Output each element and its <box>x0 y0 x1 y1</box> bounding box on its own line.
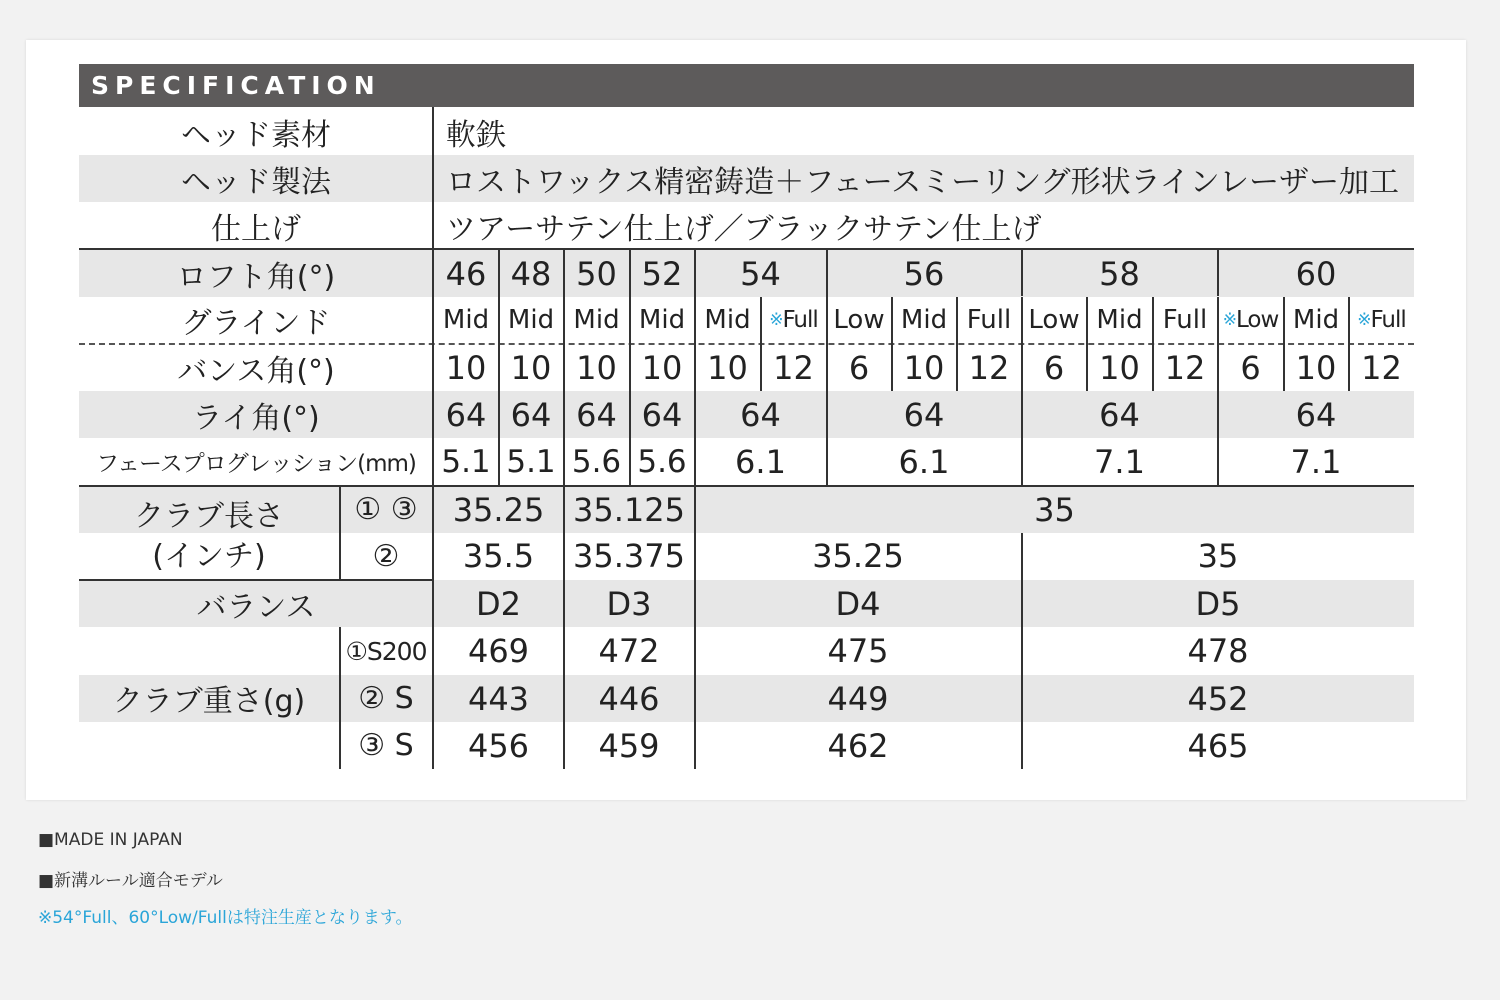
grind-text: Full <box>782 307 818 333</box>
grind-cell <box>892 297 956 343</box>
note-special-order: ※54°Full、60°Low/Fullは特注生産となります。 <box>38 908 413 928</box>
weight-2-cell: 446 <box>598 679 660 718</box>
loft-cell: 56 <box>903 254 945 293</box>
lie-cell: 64 <box>1295 395 1337 434</box>
grind-text: Full <box>1162 305 1208 335</box>
bounce-cell: 10 <box>510 348 552 387</box>
spec-header: SPECIFICATION <box>79 64 1414 107</box>
grind-text: Mid <box>900 305 948 335</box>
bounce-cell: 12 <box>1361 348 1402 387</box>
loft-cell: 46 <box>445 254 487 293</box>
grind-text: Mid <box>704 305 751 335</box>
bounce-cell: 6 <box>848 348 870 387</box>
label-weight-sub-1: ①S200 <box>345 636 427 666</box>
grind-text: Full <box>1370 307 1406 333</box>
face-progression-cell: 7.1 <box>1094 442 1145 481</box>
weight-1-cell: 469 <box>467 632 530 670</box>
label-weight-sub-2: ② S <box>358 681 414 716</box>
balance-cell: D2 <box>476 584 521 623</box>
grind-cell <box>1284 297 1348 343</box>
label-length-sub-13: ① ③ <box>354 492 418 527</box>
balance-cell: D5 <box>1195 584 1241 623</box>
label-face-progression: フェースプログレッション(mm) <box>96 451 416 477</box>
grind-cell <box>1087 297 1152 343</box>
grind-cell <box>1153 297 1217 343</box>
loft-cell: 60 <box>1295 254 1337 293</box>
face-progression-cell: 5.6 <box>637 443 687 480</box>
grind-cell <box>957 297 1021 343</box>
bounce-cell: 10 <box>903 348 945 387</box>
weight-3-cell: 459 <box>598 726 660 765</box>
balance-cell: D4 <box>835 584 881 623</box>
grind-text: Full <box>966 305 1012 335</box>
bounce-cell: 10 <box>1295 348 1337 387</box>
face-progression-cell: 5.1 <box>506 443 556 480</box>
loft-cell: 48 <box>510 254 552 293</box>
weight-2-cell: 443 <box>467 679 530 718</box>
bounce-cell: 10 <box>641 348 683 387</box>
value-finish: ツアーサテン仕上げ／ブラックサテン仕上げ <box>446 211 1042 247</box>
lie-cell: 64 <box>445 395 487 434</box>
face-progression-cell: 5.6 <box>571 443 622 480</box>
label-weight: クラブ重さ(g) <box>112 684 306 719</box>
label-club-length-unit: (インチ) <box>152 539 266 574</box>
label-grind: グラインド <box>181 306 331 341</box>
special-order-mark: ※ <box>1222 310 1236 330</box>
length-2-cell: 35 <box>1197 537 1239 575</box>
grind-cell <box>1218 297 1283 343</box>
value-head-method: ロストワックス精密鋳造＋フェースミーリング形状ラインレーザー加工 <box>446 164 1399 200</box>
weight-2-cell: 449 <box>827 679 889 718</box>
face-progression-cell: 5.1 <box>441 443 491 480</box>
special-order-mark: ※ <box>1357 310 1371 330</box>
loft-cell: 54 <box>740 254 781 293</box>
label-head-method: ヘッド製法 <box>181 164 331 200</box>
weight-2-cell: 452 <box>1187 679 1249 718</box>
loft-cell: 52 <box>641 254 683 293</box>
grind-text: Mid <box>1292 305 1340 335</box>
label-weight-sub-3: ③ S <box>358 728 414 763</box>
bounce-cell: 12 <box>968 348 1010 387</box>
face-progression-cell: 7.1 <box>1290 442 1342 481</box>
grind-text: Mid <box>573 305 620 335</box>
lie-cell: 64 <box>1099 395 1140 434</box>
label-club-length: クラブ長さ <box>134 499 284 534</box>
grind-cell <box>1022 297 1086 343</box>
note-groove-rule: ■新溝ルール適合モデル <box>38 871 223 891</box>
label-balance: バランス <box>196 589 316 625</box>
length-2-cell: 35.25 <box>812 537 904 575</box>
label-length-sub-2: ② <box>372 538 400 574</box>
grind-cell <box>434 297 498 343</box>
grind-cell <box>827 297 891 343</box>
grind-text: Low <box>1235 307 1279 333</box>
note-made-in-japan: ■MADE IN JAPAN <box>38 830 183 850</box>
weight-1-cell: 472 <box>598 632 660 670</box>
bounce-cell: 10 <box>707 348 748 387</box>
length-2-cell: 35.375 <box>573 537 685 575</box>
bounce-cell: 10 <box>445 348 487 387</box>
grind-text: Mid <box>507 305 555 335</box>
special-order-mark: ※ <box>769 310 783 330</box>
grind-text: Low <box>833 305 885 335</box>
grind-text: Low <box>1028 305 1080 335</box>
grind-cell <box>1349 297 1414 343</box>
weight-3-cell: 462 <box>827 726 889 765</box>
grind-text: Mid <box>1096 305 1143 335</box>
length-13-cell: 35 <box>1034 490 1075 529</box>
weight-3-cell: 465 <box>1187 726 1249 765</box>
bounce-cell: 10 <box>576 348 617 387</box>
grind-text: Mid <box>442 305 490 335</box>
lie-cell: 64 <box>641 395 683 434</box>
grind-cell <box>630 297 694 343</box>
bounce-cell: 12 <box>773 348 814 387</box>
bounce-cell: 6 <box>1240 348 1261 387</box>
length-13-cell: 35.25 <box>452 490 545 529</box>
lie-cell: 64 <box>740 395 781 434</box>
label-bounce: バンス角(°) <box>177 353 335 389</box>
face-progression-cell: 6.1 <box>898 442 950 481</box>
bounce-cell: 12 <box>1164 348 1206 387</box>
label-head-material: ヘッド素材 <box>181 117 331 153</box>
label-loft: ロフト角(°) <box>176 259 336 295</box>
weight-1-cell: 478 <box>1187 632 1249 670</box>
weight-3-cell: 456 <box>467 726 530 765</box>
lie-cell: 64 <box>903 395 945 434</box>
label-lie: ライ角(°) <box>192 400 320 436</box>
grind-cell <box>695 297 760 343</box>
grind-text: Mid <box>638 305 686 335</box>
loft-cell: 50 <box>576 254 617 293</box>
lie-cell: 64 <box>510 395 552 434</box>
bounce-cell: 6 <box>1043 348 1065 387</box>
length-2-cell: 35.5 <box>462 537 535 575</box>
label-finish: 仕上げ <box>211 211 301 247</box>
face-progression-cell: 6.1 <box>735 442 786 481</box>
grind-cell <box>761 297 826 343</box>
grind-cell <box>499 297 563 343</box>
value-head-material: 軟鉄 <box>446 117 506 153</box>
length-13-cell: 35.125 <box>573 490 685 529</box>
lie-cell: 64 <box>576 395 617 434</box>
weight-1-cell: 475 <box>827 632 889 670</box>
balance-cell: D3 <box>606 584 652 623</box>
bounce-cell: 10 <box>1099 348 1140 387</box>
grind-cell <box>564 297 629 343</box>
loft-cell: 58 <box>1099 254 1140 293</box>
